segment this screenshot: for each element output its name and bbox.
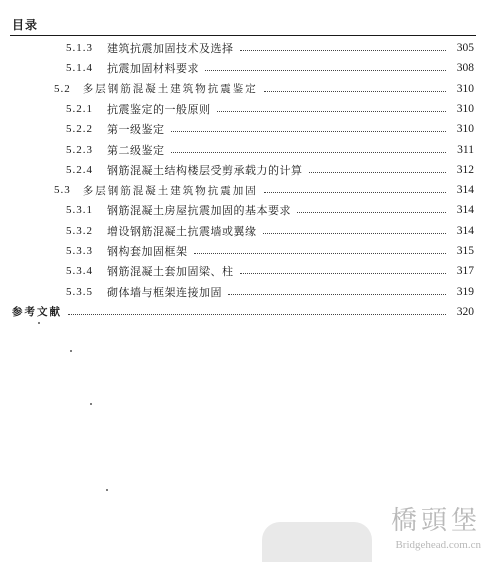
toc-entry-title: 参考文献 (12, 306, 62, 319)
watermark (391, 500, 481, 551)
dot-leader (264, 90, 446, 92)
toc-entry-title: 增设钢筋混凝土抗震墙或翼缘 (107, 224, 257, 238)
toc-entry-title: 抗震鉴定的一般原则 (107, 102, 211, 116)
toc-entry[interactable] (66, 241, 474, 261)
toc-entry[interactable] (66, 58, 474, 78)
toc-entry-number: 5.2.3 (66, 143, 93, 156)
toc-entry-title: 砌体墙与框架连接加固 (107, 285, 222, 299)
toc-entry-number: 5.3 (54, 184, 71, 197)
dot-leader (228, 293, 446, 295)
toc-entry-title: 钢构套加固框架 (107, 245, 188, 258)
page-header-title: 目录 (12, 18, 39, 32)
toc-entry-page: 314 (456, 184, 474, 197)
toc-entry[interactable] (66, 261, 474, 281)
toc-entry-page: 314 (456, 204, 474, 217)
watermark-url: Bridgehead.com.cn (395, 539, 481, 551)
toc-entry-title: 钢筋混凝土结构楼层受剪承载力的计算 (107, 163, 303, 177)
toc-entry[interactable] (66, 160, 474, 180)
toc-entry-page: 315 (456, 245, 474, 257)
scan-speck (70, 350, 72, 352)
dot-leader (68, 313, 446, 315)
toc-entry-number: 5.2.4 (66, 163, 93, 176)
dot-leader (205, 69, 446, 71)
toc-entry-title: 多层钢筋混凝土建筑物抗震鉴定 (82, 83, 258, 96)
toc-entry-page: 310 (456, 102, 474, 115)
toc-entry-title: 抗震加固材料要求 (107, 62, 199, 76)
scan-speck (90, 403, 92, 405)
toc-entry-page: 310 (456, 82, 474, 95)
toc-entry[interactable] (66, 221, 474, 241)
toc-entry-number: 5.3.3 (66, 245, 93, 257)
toc-entry-title: 第二级鉴定 (107, 143, 165, 157)
toc-entry-title: 钢筋混凝土房屋抗震加固的基本要求 (107, 204, 291, 218)
toc-entry[interactable] (54, 79, 474, 99)
toc-entry-number: 5.1.3 (66, 42, 93, 54)
toc-entry-title: 建筑抗震加固技术及选择 (107, 42, 234, 55)
toc-entry-number: 5.3.1 (66, 204, 93, 217)
dot-leader (194, 252, 447, 254)
header-divider (10, 35, 476, 36)
dot-leader (171, 151, 447, 153)
toc-entry-number: 5.3.2 (66, 224, 93, 237)
toc-entry-page: 317 (456, 265, 474, 278)
toc-entry[interactable] (54, 180, 474, 200)
toc-entry-number: 5.1.4 (66, 62, 93, 75)
scan-speck (106, 489, 108, 491)
toc-entry-number: 5.3.4 (66, 265, 93, 278)
toc-entry-number: 5.2.1 (66, 102, 93, 115)
toc-entry-page: 312 (456, 163, 474, 176)
toc-entry-page: 319 (456, 285, 474, 298)
toc-entry-page: 305 (456, 42, 474, 54)
watermark-stamp-shape (262, 522, 372, 562)
toc-entry[interactable] (66, 119, 474, 139)
toc-entry[interactable] (66, 99, 474, 119)
toc-entry-number: 5.3.5 (66, 285, 93, 298)
dot-leader (240, 49, 447, 51)
dot-leader (263, 232, 447, 234)
dot-leader (240, 272, 447, 274)
toc-entry[interactable] (66, 282, 474, 302)
toc-entry-page: 308 (456, 62, 474, 75)
scan-speck (38, 322, 40, 324)
toc-entry-page: 320 (456, 305, 474, 318)
dot-leader (217, 110, 447, 112)
toc-entry-title: 多层钢筋混凝土建筑物抗震加固 (82, 184, 258, 197)
dot-leader (264, 191, 446, 193)
toc-entry-number: 5.2.2 (66, 123, 93, 136)
dot-leader (309, 171, 447, 173)
toc-entry[interactable] (66, 200, 474, 220)
toc-entry[interactable] (66, 38, 474, 58)
toc-entry-page: 314 (456, 224, 474, 237)
dot-leader (297, 211, 446, 213)
watermark-logo: 橋頭堡 (390, 506, 481, 536)
toc-entry-page: 310 (456, 123, 474, 136)
toc-entry-number: 5.2 (54, 82, 71, 95)
toc-entry[interactable] (12, 302, 474, 322)
toc-entry[interactable] (66, 140, 474, 160)
toc-entry-title: 钢筋混凝土套加固梁、柱 (107, 265, 234, 279)
toc-entry-title: 第一级鉴定 (107, 123, 165, 137)
toc-entry-page: 311 (457, 143, 474, 156)
dot-leader (171, 130, 447, 132)
